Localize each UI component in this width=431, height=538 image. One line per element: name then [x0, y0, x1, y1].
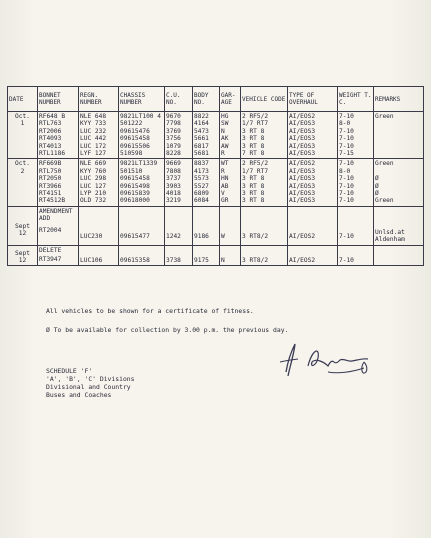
signature-image: [268, 332, 388, 392]
regn-cell: LUC106: [79, 245, 119, 266]
header-body: BODY NO.: [193, 87, 220, 112]
header-overhaul: TYPE OF OVERHAUL: [288, 87, 338, 112]
garage-cell: N: [220, 245, 241, 266]
table-row-amendment-delete: [8, 245, 424, 266]
header-remarks: REMARKS: [374, 87, 424, 112]
date-cell: Sept 12: [8, 206, 38, 245]
regn-cell: LUC230: [79, 206, 119, 245]
regn-cell: NLE 648 KYY 733 LUC 232 LUC 442 LUC 172 LYF 127: [79, 112, 119, 159]
remarks-cell: Green Ø Ø Ø Green: [374, 159, 424, 206]
cu-cell: 3738: [165, 245, 193, 266]
header-cu: C.U. NO.: [165, 87, 193, 112]
header-garage: GAR- AGE: [220, 87, 241, 112]
body-cell: 8837 4173 5573 5527 6809 6084: [193, 159, 220, 206]
amendment-label: AMENDMENT: [39, 207, 73, 215]
cu-cell: 1242: [165, 206, 193, 245]
vehicle-code-cell: 3 RT8/2: [241, 206, 288, 245]
header-regn: REGN. NUMBER: [79, 87, 119, 112]
table-row-group-oct-2: [8, 159, 424, 206]
chassis-cell: 9821LT100 4 501222 09615476 09615458 09615506 510598: [119, 112, 165, 159]
body-cell: 9175: [193, 245, 220, 266]
overhaul-cell: AI/EOS2 AI/EOS3 AI/EOS3 AI/EOS3 AI/EOS3 AI/EOS3: [288, 159, 338, 206]
cu-cell: 9669 7808 3737 3903 4018 3219: [165, 159, 193, 206]
vehicle-code-cell: 2 RF5/2 1/7 RT7 3 RT 8 3 RT 8 3 RT 8 3 RT 8: [241, 159, 288, 206]
weight-cell: 7-10 8-0 7-10 7-10 7-10 7-10: [338, 159, 374, 206]
add-label: ADD: [39, 215, 51, 223]
table-row-amendment-add: [8, 206, 424, 245]
schedule-footer: [46, 367, 135, 399]
weight-cell: 7-10: [338, 245, 374, 266]
garage-cell: WT R HN AB V GR: [220, 159, 241, 206]
header-bonnet: BONNET NUMBER: [38, 87, 79, 112]
date-cell: Sept 12: [8, 245, 38, 266]
body-cell: 9186: [193, 206, 220, 245]
schedule-divisions: 'A', 'B', 'C' Divisions: [46, 375, 135, 383]
header-row: [8, 87, 424, 112]
body-cell: 8822 4164 5473 5661 6817 5681: [193, 112, 220, 159]
remarks-cell: Unlsd.at Aldenham: [374, 206, 424, 245]
overhaul-schedule-table: [7, 86, 424, 266]
regn-cell: NLE 669 KYY 760 LUC 298 LUC 127 LYP 210 OLD 732: [79, 159, 119, 206]
header-chassis: CHASSIS NUMBER: [119, 87, 165, 112]
bonnet-cell: RF669B RTL750 RT2050 RT3966 RT4151 RT4512B: [38, 159, 79, 206]
bonnet-cell: RF648 B RTL763 RT2006 RT4093 RT4013 RTL1186: [38, 112, 79, 159]
chassis-cell: 09615477: [119, 206, 165, 245]
vehicle-code-cell: 3 RT8/2: [241, 245, 288, 266]
bonnet-cell: DELETE RT3947: [38, 245, 79, 266]
schedule-scope: Divisional and Country: [46, 383, 131, 391]
header-vehicle: VEHICLE CODE: [241, 87, 288, 112]
header-date: DATE: [8, 87, 38, 112]
date-cell: Oct. 1: [8, 112, 38, 159]
schedule-title: SCHEDULE 'F': [46, 367, 93, 375]
remarks-cell: Green: [374, 112, 424, 159]
date-cell: Oct. 2: [8, 159, 38, 206]
weight-cell: 7-10: [338, 206, 374, 245]
remarks-cell: [374, 245, 424, 266]
delete-label: DELETE: [39, 246, 62, 254]
overhaul-cell: AI/EOS2: [288, 245, 338, 266]
overhaul-cell: AI/EOS2: [288, 206, 338, 245]
vehicle-code-cell: 2 RF5/2 1/7 RT7 3 RT 8 3 RT 8 3 RT 8 7 RT 8: [241, 112, 288, 159]
chassis-cell: 09615358: [119, 245, 165, 266]
note-collection: Ø To be available for collection by 3.00 p.m. the previous day.: [46, 326, 289, 334]
weight-cell: 7-10 8-0 7-10 7-10 7-10 7-15: [338, 112, 374, 159]
header-weight: WEIGHT T. C.: [338, 87, 374, 112]
bonnet-cell: AMENDMENT ADD RT2004: [38, 206, 79, 245]
overhaul-cell: AI/EOS2 AI/EOS3 AI/EOS3 AI/EOS3 AI/EOS3 AI/EOS3: [288, 112, 338, 159]
chassis-cell: 9821LT1339 501510 09615458 09615498 09615839 09618000: [119, 159, 165, 206]
cu-cell: 9670 7798 3769 3756 1079 8228: [165, 112, 193, 159]
note-certificate: All vehicles to be shown for a certificate of fitness.: [46, 307, 254, 315]
garage-cell: W: [220, 206, 241, 245]
schedule-vehicles: Buses and Coaches: [46, 391, 112, 399]
table-row-group-oct-1: [8, 112, 424, 159]
garage-cell: HG SW N AK AW R: [220, 112, 241, 159]
